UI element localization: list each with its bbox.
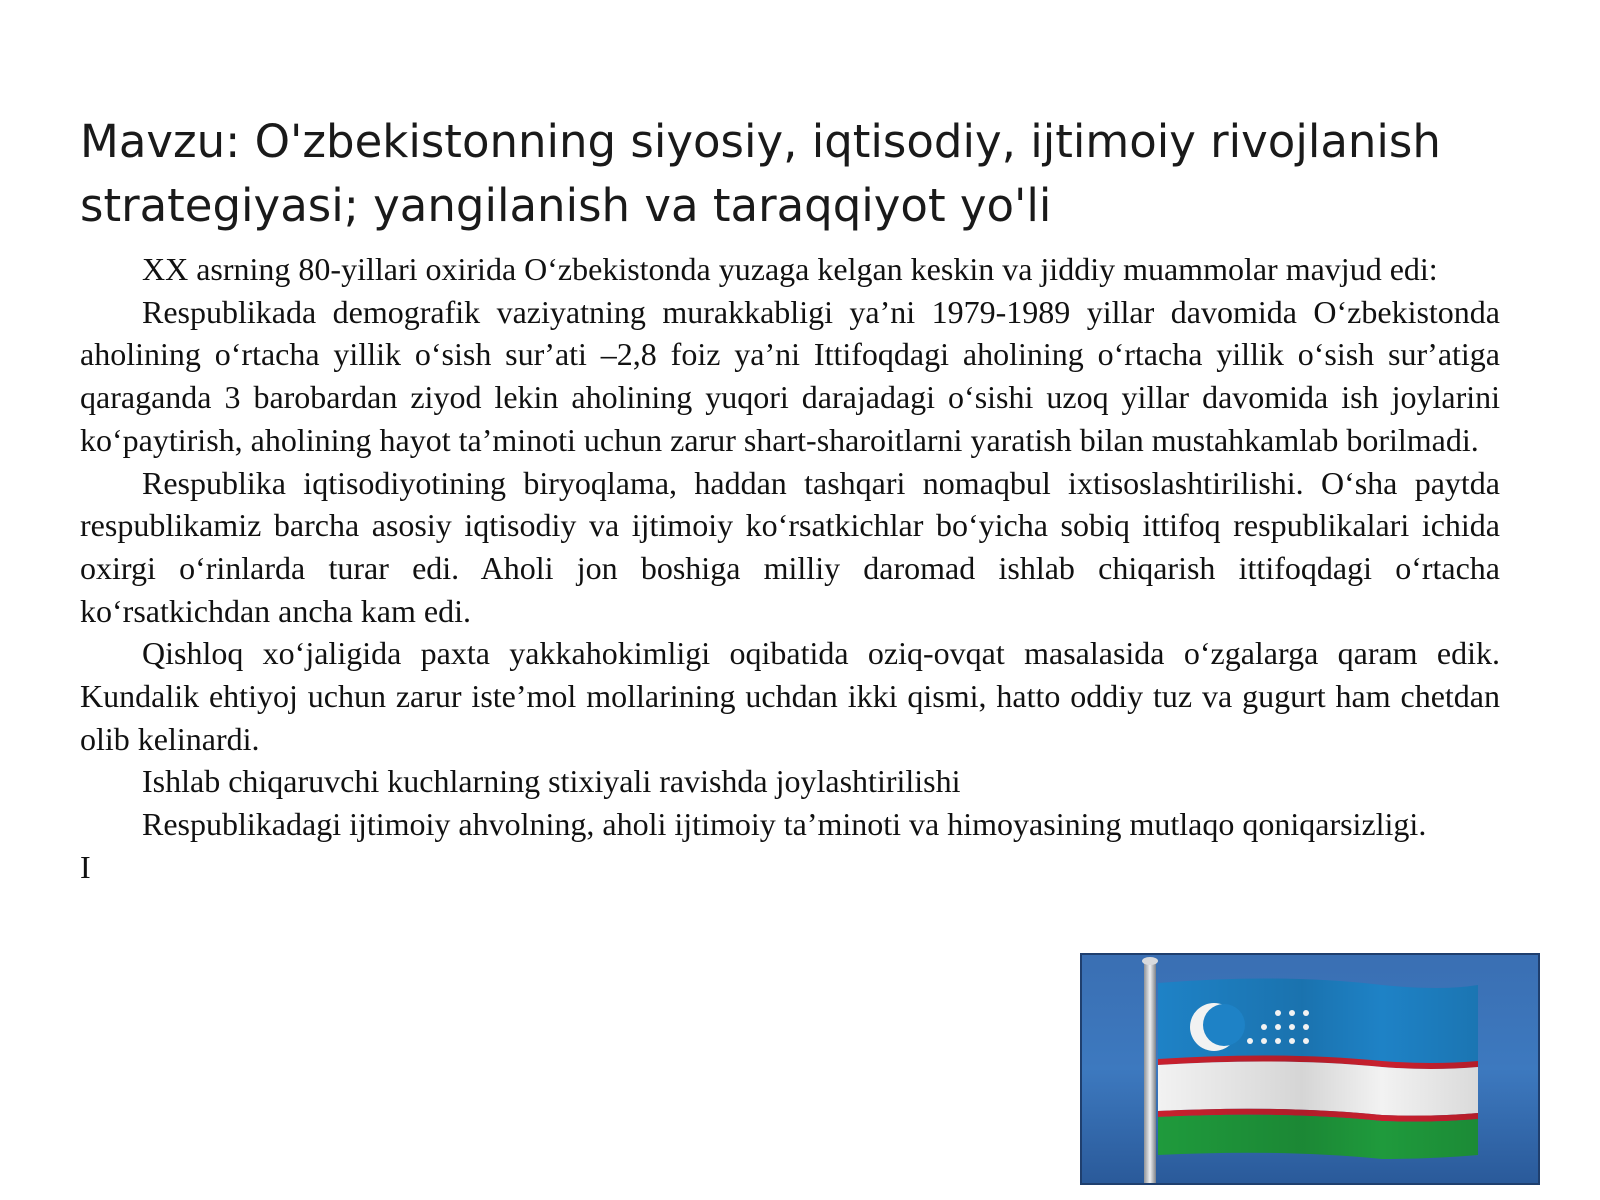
paragraph-trailing: I	[80, 848, 91, 885]
flag-illustration	[1082, 955, 1538, 1183]
paragraph-demography: Respublikada demografik vaziyatning murakkabligi yaʼni 1979-1989 yillar davomida Oʻzbekistonda aholining oʻrtacha yillik oʻsish surʼati –2,8 foiz yaʼni Ittifoqdagi aholining oʻrtacha yillik oʻsish surʼatiga qaraganda 3 barobardan ziyod lekin aholining yuqori darajadagi oʻsishi uzoq yillar davomida ish joylarini koʻpaytirish, aholining hayot taʼminoti uchun zarur shart-sharoitlarni yaratish bilan mustahkamlab borilmadi.	[80, 293, 1500, 458]
uzbekistan-flag-image	[1080, 953, 1540, 1185]
slide-title: Mavzu: O'zbekistonning siyosiy, iqtisodiy, ijtimoiy rivojlanish strategiyasi; yangilanish va taraqqiyot yo'li	[80, 115, 1441, 232]
flag-pole	[1144, 959, 1156, 1183]
paragraph-intro: XX asrning 80-yillari oxirida Oʻzbekistonda yuzaga kelgan keskin va jiddiy muammolar mavjud edi:	[142, 251, 1438, 287]
paragraph-agriculture: Qishloq xoʻjaligida paxta yakkahokimligi oqibatida oziq-ovqat masalasida oʻzgalarga qaram edik. Kundalik ehtiyoj uchun zarur isteʼmol mollarining uchdan ikki qismi, hatto oddiy tuz va gugurt ham chetdan olib kelinardi.	[80, 635, 1500, 757]
slide-body	[80, 248, 1500, 889]
paragraph-economy: Respublika iqtisodiyotining biryoqlama, haddan tashqari nomaqbul ixtisoslashtirilishi. Oʻsha paytda respublikamiz barcha asosiy iqtisodiy va ijtimoiy koʻrsatkichlar boʻyicha sobiq ittifoq respublikalari ichida oxirgi oʻrinlarda turar edi. Aholi jon boshiga milliy daromad ishlab chiqarish ittifoqdagi oʻrtacha koʻrsatkichdan ancha kam edi.	[80, 464, 1500, 629]
paragraph-productive-forces: Ishlab chiqaruvchi kuchlarning stixiyali ravishda joylashtirilishi	[142, 763, 961, 800]
flag-cloth	[1158, 978, 1478, 1159]
paragraph-social: Respublikadagi ijtimoiy ahvolning, aholi ijtimoiy taʼminoti va himoyasining mutlaqo qoniqarsizligi.	[142, 806, 1427, 843]
